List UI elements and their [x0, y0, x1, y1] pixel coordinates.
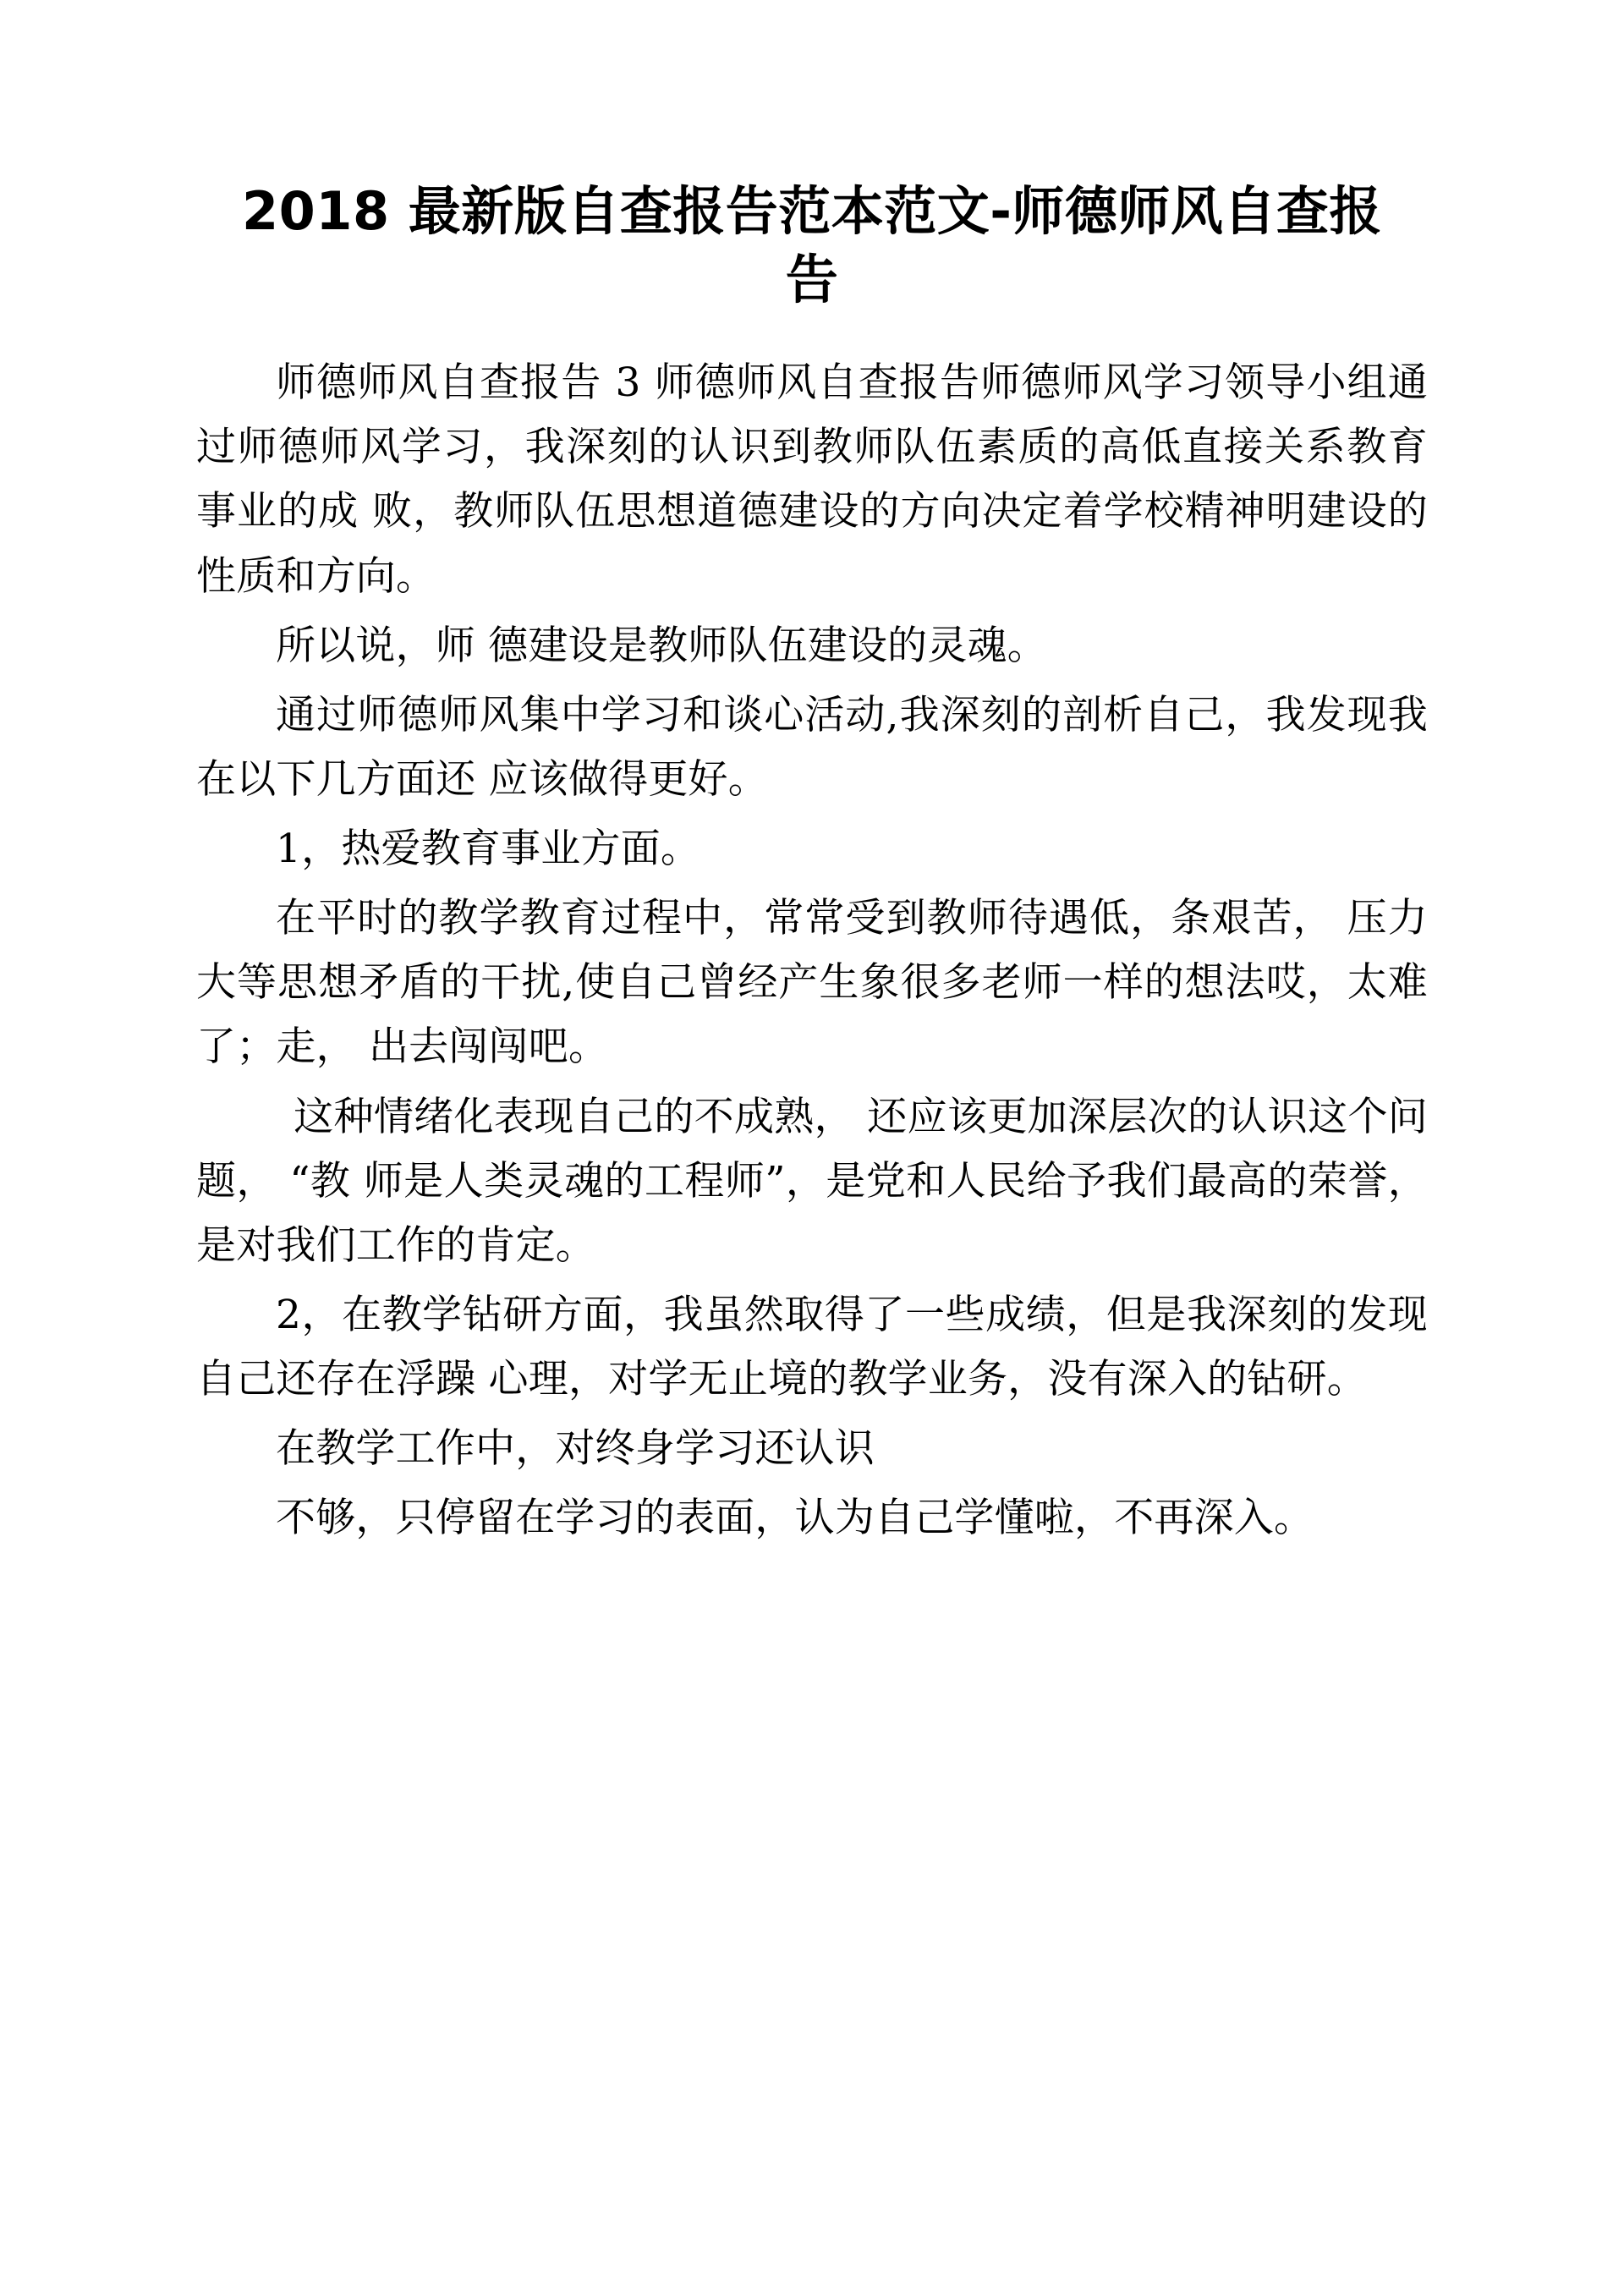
- paragraph: 通过师德师风集中学习和谈心活动,我深刻的剖析自己，我发现我在以下几方面还 应该做得更好。: [196, 691, 1428, 803]
- page-title: 2018 最新版自查报告范本范文-师德师风自查报告: [242, 180, 1382, 310]
- paragraph: 所以说，师 德建设是教师队伍建设的灵魂。: [276, 622, 1047, 669]
- document-body: [196, 351, 1428, 1550]
- paragraph: 1，热爱教育事业方面。: [276, 826, 701, 873]
- paragraph: 2，在教学钻研方面，我虽然取得了一些成绩，但是我深刻的发现自己还存在浮躁 心理，对学无止境的教学业务，没有深入的钻研。: [196, 1291, 1428, 1403]
- paragraph: 师德师风自查报告 3 师德师风自查报告师德师风学习领导小组通过师德师风学习，我深刻的认识到教师队伍素质的高低直接关系教育事业的成 败，教师队伍思想道德建设的方向决定着学校精神明建设的性质和方向。: [196, 359, 1428, 600]
- paragraph: 在教学工作中，对终身学习还认识: [276, 1425, 875, 1473]
- paragraph: 在平时的教学教育过程中，常常受到教师待遇低，条艰苦， 压力大等思想矛盾的干扰,使自己曾经产生象很多老师一样的想法哎，太难了；走， 出去闯闯吧。: [196, 895, 1428, 1071]
- paragraph: 这种情绪化表现自己的不成熟， 还应该更加深层次的认识这个问题， “教 师是人类灵魂的工程师”，是党和人民给予我们最高的荣誉，是对我们工作的肯定。: [196, 1093, 1428, 1269]
- paragraph: 不够，只停留在学习的表面，认为自己学懂啦，不再深入。: [276, 1495, 1314, 1542]
